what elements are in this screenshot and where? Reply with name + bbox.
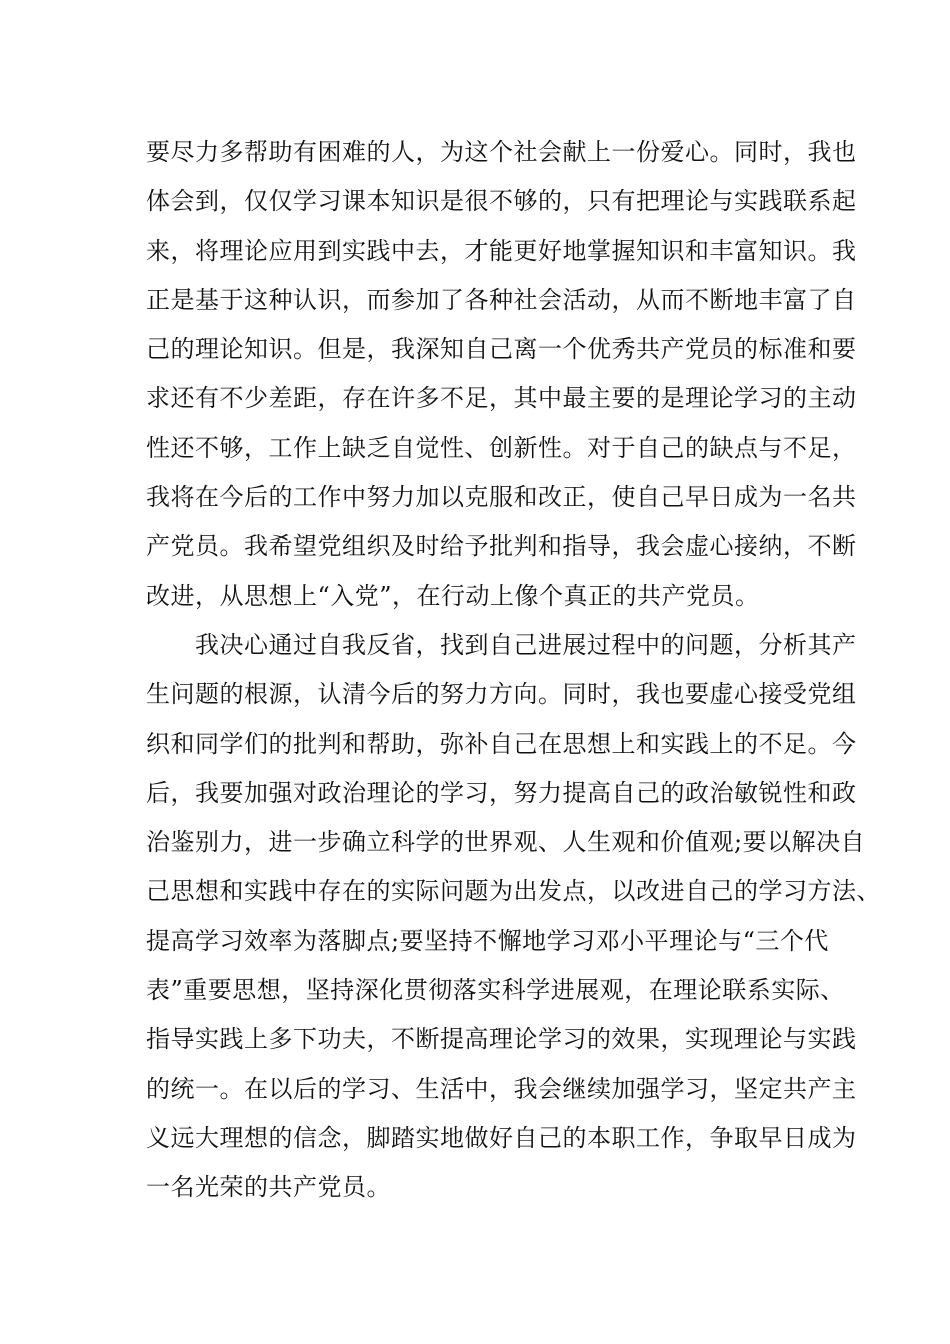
text-line: 义远大理想的信念，脚踏实地做好自己的本职工作，争取早日成为 — [146, 1123, 857, 1152]
text-line: 来，将理论应用到实践中去，才能更好地掌握知识和丰富知识。我 — [146, 236, 857, 265]
text-line: 治鉴别力，进一步确立科学的世界观、人生观和价值观;要以解决自 — [146, 828, 866, 857]
text-line: 的统一。在以后的学习、生活中，我会继续加强学习，坚定共产主 — [146, 1074, 857, 1103]
text-line: 己思想和实践中存在的实际问题为出发点，以改进自己的学习方法、 — [146, 877, 881, 906]
text-line: 产党员。我希望党组织及时给予批判和指导，我会虚心接纳，不断 — [146, 532, 857, 561]
text-line: 改进，从思想上“入党”，在行动上像个真正的共产党员。 — [146, 581, 760, 610]
text-line: 织和同学们的批判和帮助，弥补自己在思想上和实践上的不足。今 — [146, 729, 857, 758]
text-line: 正是基于这种认识，而参加了各种社会活动，从而不断地丰富了自 — [146, 285, 857, 314]
text-line: 求还有不少差距，存在许多不足，其中最主要的是理论学习的主动 — [146, 384, 857, 413]
text-line: 己的理论知识。但是，我深知自己离一个优秀共产党员的标准和要 — [146, 335, 857, 364]
text-line: 提高学习效率为落脚点;要坚持不懈地学习邓小平理论与“三个代 — [146, 926, 829, 955]
text-line: 后，我要加强对政治理论的学习，努力提高自己的政治敏锐性和政 — [146, 778, 857, 807]
text-line: 指导实践上多下功夫，不断提高理论学习的效果，实现理论与实践 — [146, 1025, 857, 1054]
text-line: 性还不够，工作上缺乏自觉性、创新性。对于自己的缺点与不足， — [146, 433, 857, 462]
text-line: 生问题的根源，认清今后的努力方向。同时，我也要虚心接受党组 — [146, 680, 857, 709]
text-line: 要尽力多帮助有困难的人，为这个社会献上一份爱心。同时，我也 — [146, 138, 857, 166]
text-line: 一名光荣的共产党员。 — [146, 1173, 391, 1202]
text-line: 体会到，仅仅学习课本知识是很不够的，只有把理论与实践联系起 — [146, 187, 857, 216]
text-line: 我决心通过自我反省，找到自己进展过程中的问题，分析其产 — [146, 630, 857, 659]
text-line: 我将在今后的工作中努力加以克服和改正，使自己早日成为一名共 — [146, 483, 857, 512]
text-line: 表”重要思想，坚持深化贯彻落实科学进展观，在理论联系实际、 — [146, 976, 845, 1005]
document-body — [146, 130, 881, 1215]
